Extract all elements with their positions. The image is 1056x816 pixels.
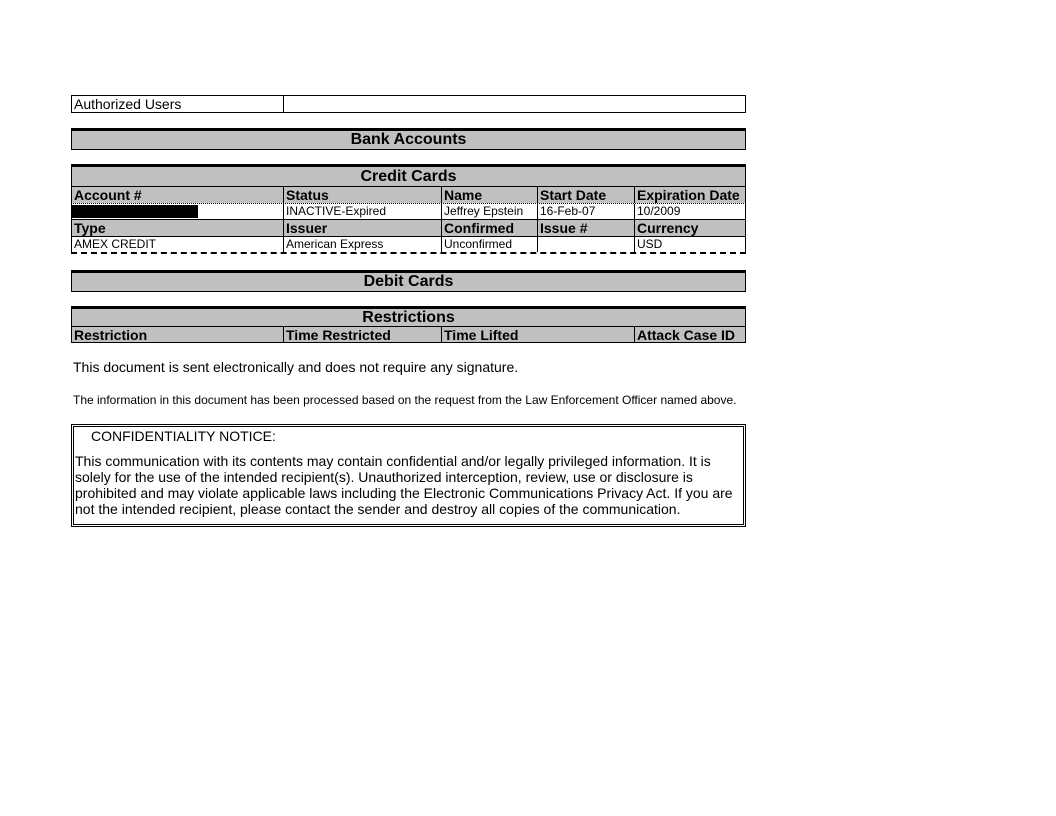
account-number-cell	[72, 204, 284, 219]
signature-note: This document is sent electronically and does not require any signature.	[73, 359, 519, 375]
col-start-date: Start Date	[538, 187, 635, 203]
expiration-date-cell: 10/2009	[637, 204, 681, 218]
confidentiality-notice	[71, 424, 746, 527]
name-cell: Jeffrey Epstein	[442, 204, 538, 219]
col-name: Name	[442, 187, 538, 203]
issuer-cell: American Express	[284, 237, 442, 252]
currency-cell: USD	[637, 237, 663, 251]
start-date-cell: 16-Feb-07	[538, 204, 635, 219]
issue-number-cell	[538, 237, 635, 252]
col-expiration-date: Expiration Date	[637, 187, 740, 203]
status-cell: INACTIVE-Expired	[284, 204, 442, 219]
redaction-block	[72, 205, 198, 218]
authorized-users-label: Authorized Users	[72, 96, 284, 112]
col-confirmed: Confirmed	[442, 220, 538, 236]
bank-accounts-header: Bank Accounts	[71, 128, 746, 150]
credit-cards-header-row-2	[71, 219, 746, 236]
col-account-number: Account #	[72, 187, 284, 203]
col-currency: Currency	[637, 220, 699, 236]
authorized-users-value	[284, 96, 745, 112]
credit-card-row-2	[71, 236, 746, 254]
col-issue-number: Issue #	[538, 220, 635, 236]
col-time-lifted: Time Lifted	[444, 327, 519, 342]
confidentiality-title: CONFIDENTIALITY NOTICE:	[91, 428, 276, 444]
col-issuer: Issuer	[284, 220, 442, 236]
col-blank	[538, 327, 635, 342]
type-cell: AMEX CREDIT	[72, 237, 284, 252]
debit-cards-header: Debit Cards	[71, 270, 746, 292]
confidentiality-body: This communication with its contents may contain confidential and/or legally privileged information. It is solely for the use of the intended recipient(s). Unauthorized interception, review, use or disclosure is prohibited and may violate applicable laws including the Electronic Communications Privacy Act. If you are not the intended recipient, please contact the sender and destroy all copies of the communication.	[75, 453, 733, 517]
col-status: Status	[284, 187, 442, 203]
credit-card-row-1	[71, 203, 746, 219]
col-type: Type	[72, 220, 284, 236]
authorized-users-row	[71, 95, 746, 113]
col-attack-case-id: Attack Case ID	[637, 327, 736, 342]
document	[71, 95, 746, 527]
credit-cards-header: Credit Cards	[71, 164, 746, 186]
processed-note: The information in this document has been processed based on the request from the Law Enforcement Officer named above.	[73, 393, 737, 407]
confirmed-cell: Unconfirmed	[442, 237, 538, 252]
col-restriction: Restriction	[72, 327, 284, 342]
credit-cards-header-row-1	[71, 186, 746, 203]
restrictions-header-row	[71, 326, 746, 343]
col-time-restricted: Time Restricted	[284, 327, 442, 342]
restrictions-header: Restrictions	[71, 306, 746, 326]
